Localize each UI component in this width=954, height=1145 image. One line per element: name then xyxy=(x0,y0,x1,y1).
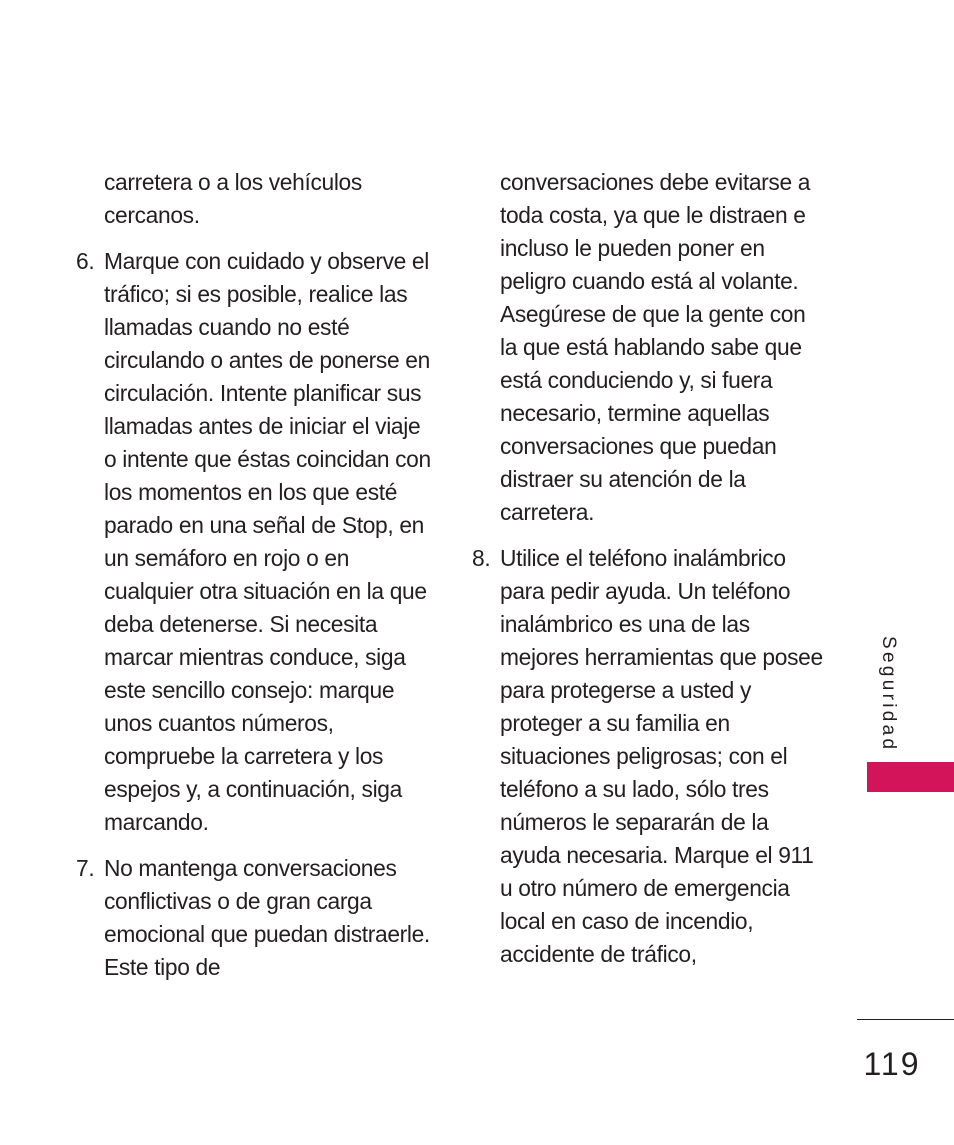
right-column xyxy=(472,166,826,984)
paragraph-continuation xyxy=(472,166,826,529)
list-item-7 xyxy=(76,852,436,984)
paragraph-text: carretera o a los vehículos cercanos. xyxy=(104,169,362,228)
item-number: 8. xyxy=(472,545,491,571)
section-tab-label: Seguridad xyxy=(878,636,899,753)
left-column xyxy=(76,166,436,997)
paragraph-continuation xyxy=(76,166,436,232)
list-item-6 xyxy=(76,245,436,839)
item-number: 6. xyxy=(76,248,95,274)
paragraph-text: Marque con cuidado y observe el tráfico; si es posible, realice las llamadas cuando no esté circulando o antes de ponerse en circulación. Intente planificar sus llamadas antes de iniciar el viaje o intente que éstas coincidan con los momentos en los que esté parado en una señal de Stop, en un semáforo en rojo o en cualquier otra situación en la que deba detenerse. Si necesita marcar mientras conduce, siga este sencillo consejo: marque unos cuantos números, compruebe la carretera y los espejos y, a continuación, siga marcando. xyxy=(104,248,431,835)
page-number-rule xyxy=(857,1019,954,1020)
page-number: 119 xyxy=(863,1046,921,1082)
paragraph-text: Utilice el teléfono inalámbrico para pedir ayuda. Un teléfono inalámbrico es una de las mejores herramientas que posee para protegerse a usted y proteger a su familia en situaciones peligrosas; con el teléfono a su lado, sólo tres números le separarán de la ayuda necesaria. Marque el 911 u otro número de emergencia local en caso de incendio, accidente de tráfico, xyxy=(500,545,823,967)
section-tab-bar xyxy=(867,762,954,792)
item-number: 7. xyxy=(76,855,95,881)
paragraph-text: No mantenga conversaciones conflictivas o de gran carga emocional que puedan distraerle. Este tipo de xyxy=(104,855,430,980)
paragraph-text: conversaciones debe evitarse a toda costa, ya que le distraen e incluso le pueden poner en peligro cuando está al volante. Asegúrese de que la gente con la que está hablando sabe que está conduciendo y, si fuera necesario, termine aquellas conversaciones que puedan distraer su atención de la carretera. xyxy=(500,169,811,525)
list-item-8 xyxy=(472,542,826,971)
